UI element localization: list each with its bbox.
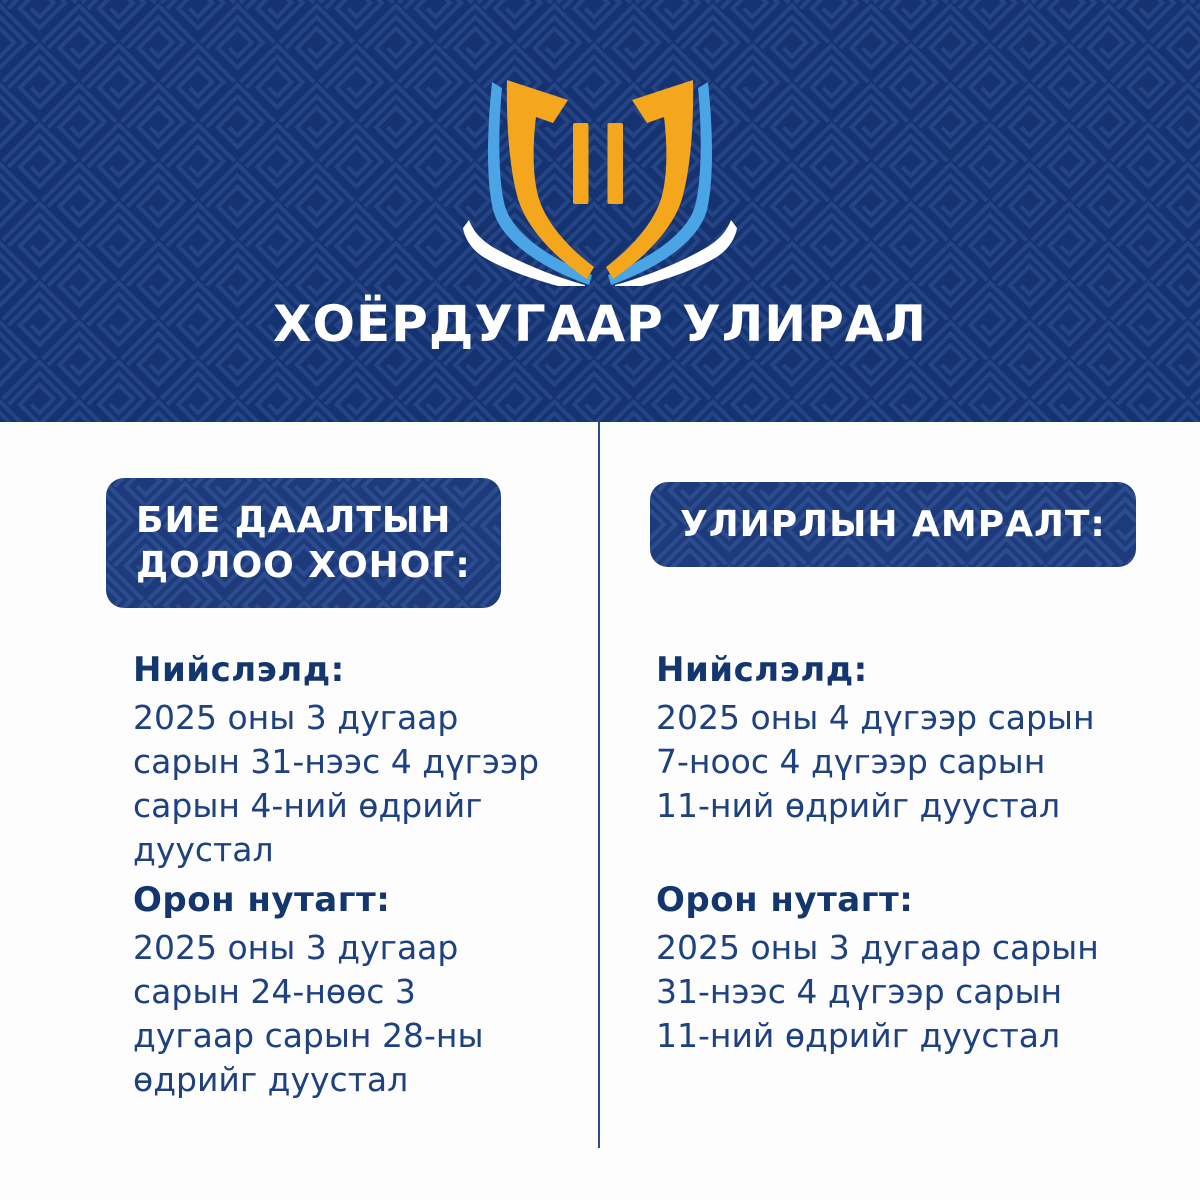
body-line: 2025 оны 3 дугаар (133, 928, 459, 967)
section-heading: Нийслэлд: (133, 650, 345, 690)
section-capital-left (133, 650, 613, 872)
body-line: дуустал (133, 830, 274, 869)
badge-line: БИЕ ДААЛТЫН (136, 500, 452, 541)
section-rural-right (656, 880, 1136, 1058)
section-capital-right (656, 650, 1136, 828)
body-line: 2025 оны 3 дугаар (133, 698, 459, 737)
header-banner (0, 0, 1200, 422)
body-line: дугаар сарын 28-ны (133, 1016, 484, 1055)
body-line: 11-ний өдрийг дуустал (656, 786, 1061, 825)
open-book-icon (450, 68, 750, 286)
section-heading: Орон нутагт: (133, 880, 391, 920)
body-line: сарын 31-нээс 4 дүгээр (133, 742, 540, 781)
section-rural-left (133, 880, 613, 1102)
body-line: 7-ноос 4 дүгээр сарын (656, 742, 1046, 781)
body-line: 2025 оны 3 дугаар сарын (656, 928, 1099, 967)
body-line: сарын 4-ний өдрийг (133, 786, 483, 825)
body-line: 2025 оны 4 дүгээр сарын (656, 698, 1095, 737)
badge-quarter-break (650, 482, 1136, 567)
badge-line: ДОЛОО ХОНОГ: (136, 545, 471, 586)
body-line: 31-нээс 4 дүгээр сарын (656, 972, 1063, 1011)
roman-numeral-ii (573, 123, 623, 204)
body-line: өдрийг дуустал (133, 1060, 409, 1099)
section-heading: Орон нутагт: (656, 880, 914, 920)
body-line: 11-ний өдрийг дуустал (656, 1016, 1061, 1055)
section-heading: Нийслэлд: (656, 650, 868, 690)
badge-line: УЛИРЛЫН АМРАЛТ: (680, 504, 1106, 545)
badge-homework-week (106, 478, 501, 608)
body-line: сарын 24-нөөс 3 (133, 972, 416, 1011)
book-right-half (606, 80, 737, 286)
page-title: ХОЁРДУГААР УЛИРАЛ (272, 295, 928, 353)
badge-quarter-break-label (650, 482, 1136, 567)
badge-homework-week-label (106, 478, 501, 608)
